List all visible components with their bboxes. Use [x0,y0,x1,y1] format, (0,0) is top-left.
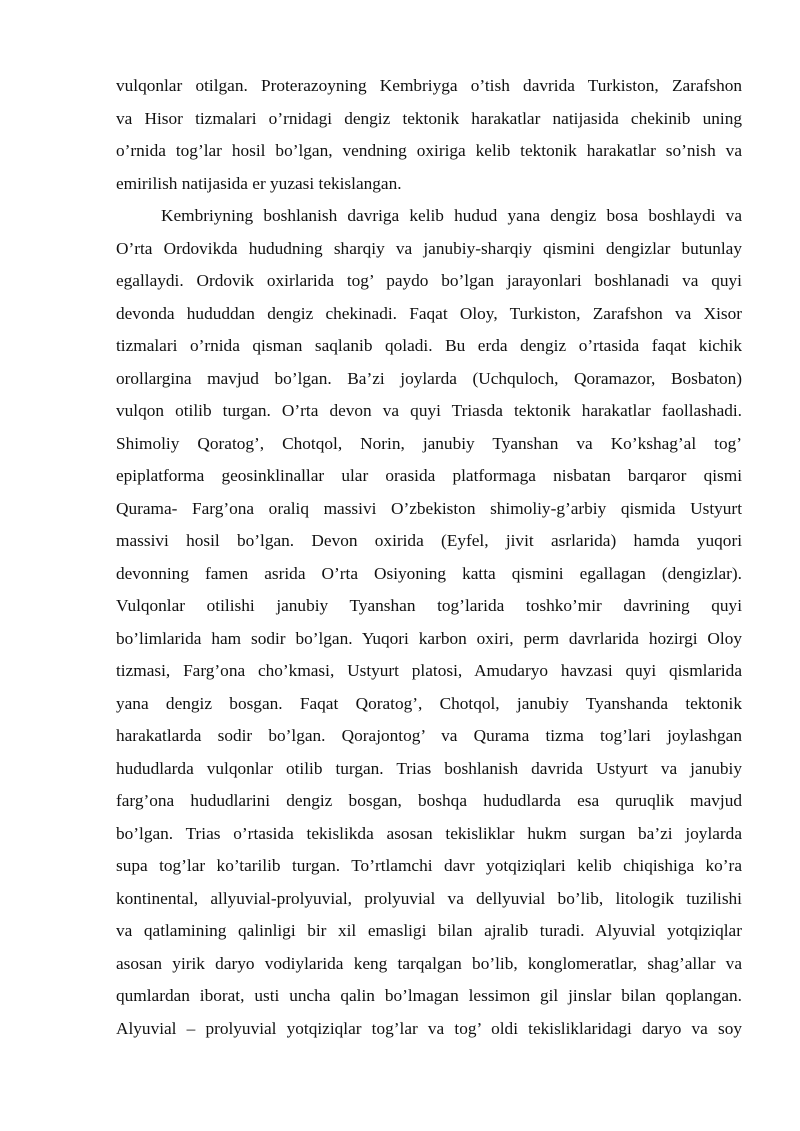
text-line: Qurama- Farg’ona oraliq massivi O’zbekiston shimoliy-g’arbiy qismida Ustyurt [116,498,742,518]
text-line: supa tog’lar ko’tarilib turgan. To’rtlamchi davr yotqiziqlari kelib chiqishiga ko’ra [116,856,742,875]
text-line: vulqonlar otilgan. Proterazoyning Kembriyga o’tish davrida Turkiston, Zarafshon [116,76,742,95]
text-line: yana dengiz bosgan. Faqat Qoratog’, Chotqol, janubiy Tyanshanda tektonik [116,693,742,713]
text-line: orollargina mavjud bo’lgan. Ba’zi joylarda (Uchquloch, Qoramazor, Bosbaton) [116,368,742,388]
text-line: vulqon otilib turgan. O’rta devon va quyi Triasda tektonik harakatlar faollashadi. [116,401,742,420]
paragraph-last-line: emirilish natijasida er yuzasi tekislangan. [116,173,402,193]
text-line: va qatlamining qalinligi bir xil emasligi bilan ajralib turadi. Alyuvial yotqiziqlar [116,921,742,940]
text-line: kontinental, allyuvial-prolyuvial, prolyuvial va dellyuvial bo’lib, litologik tuzilishi [116,888,742,908]
text-line: qumlardan iborat, usti uncha qalin bo’lmagan lessimon gil jinslar bilan qoplangan. [116,986,742,1005]
text-line: bo’limlarida ham sodir bo’lgan. Yuqori karbon oxiri, perm davrlarida hozirgi Oloy [116,628,742,648]
text-line: tizmalari o’rnida qisman saqlanib qoladi. Bu erda dengiz o’rtasida faqat kichik [116,336,742,355]
document-page [116,70,742,1045]
text-line: o’rnida tog’lar hosil bo’lgan, vendning oxiriga kelib tektonik harakatlar so’nish va [116,141,742,160]
text-line: epiplatforma geosinklinallar ular orasida platformaga nisbatan barqaror qismi [116,466,742,485]
text-line: harakatlarda sodir bo’lgan. Qorajontog’ va Qurama tizma tog’lari joylashgan [116,726,742,745]
paragraph-first-line: Kembriyning boshlanish davriga kelib hudud yana dengiz bosa boshlaydi va [161,206,742,225]
text-line: Alyuvial – prolyuvial yotqiziqlar tog’lar va tog’ oldi tekisliklaridagi daryo va soy [116,1018,742,1038]
text-line: egallaydi. Ordovik oxirlarida tog’ paydo bo’lgan jarayonlari boshlanadi va quyi [116,271,742,290]
text-line: asosan yirik daryo vodiylarida keng tarqalgan bo’lib, konglomeratlar, shag’allar va [116,953,742,973]
text-line: bo’lgan. Trias o’rtasida tekislikda asosan tekisliklar hukm surgan ba’zi joylarda [116,823,742,843]
text-line: massivi hosil bo’lgan. Devon oxirida (Eyfel, jivit asrlarida) hamda yuqori [116,531,742,550]
text-line: Vulqonlar otilishi janubiy Tyanshan tog’larida toshko’mir davrining quyi [116,596,742,615]
text-line: devonning famen asrida O’rta Osiyoning katta qismini egallagan (dengizlar). [116,563,742,583]
text-line: farg’ona hududlarini dengiz bosgan, boshqa hududlarda esa quruqlik mavjud [116,791,742,810]
text-line: tizmasi, Farg’ona cho’kmasi, Ustyurt platosi, Amudaryo havzasi quyi qismlarida [116,661,742,680]
text-line: O’rta Ordovikda hududning sharqiy va janubiy-sharqiy qismini dengizlar butunlay [116,238,742,258]
text-line: hududlarda vulqonlar otilib turgan. Trias boshlanish davrida Ustyurt va janubiy [116,758,742,778]
text-line: Shimoliy Qoratog’, Chotqol, Norin, janubiy Tyanshan va Ko’kshag’al tog’ [116,433,742,453]
text-line: devonda hududdan dengiz chekinadi. Faqat Oloy, Turkiston, Zarafshon va Xisor [116,303,742,323]
text-line: va Hisor tizmalari o’rnidagi dengiz tektonik harakatlar natijasida chekinib uning [116,108,742,128]
